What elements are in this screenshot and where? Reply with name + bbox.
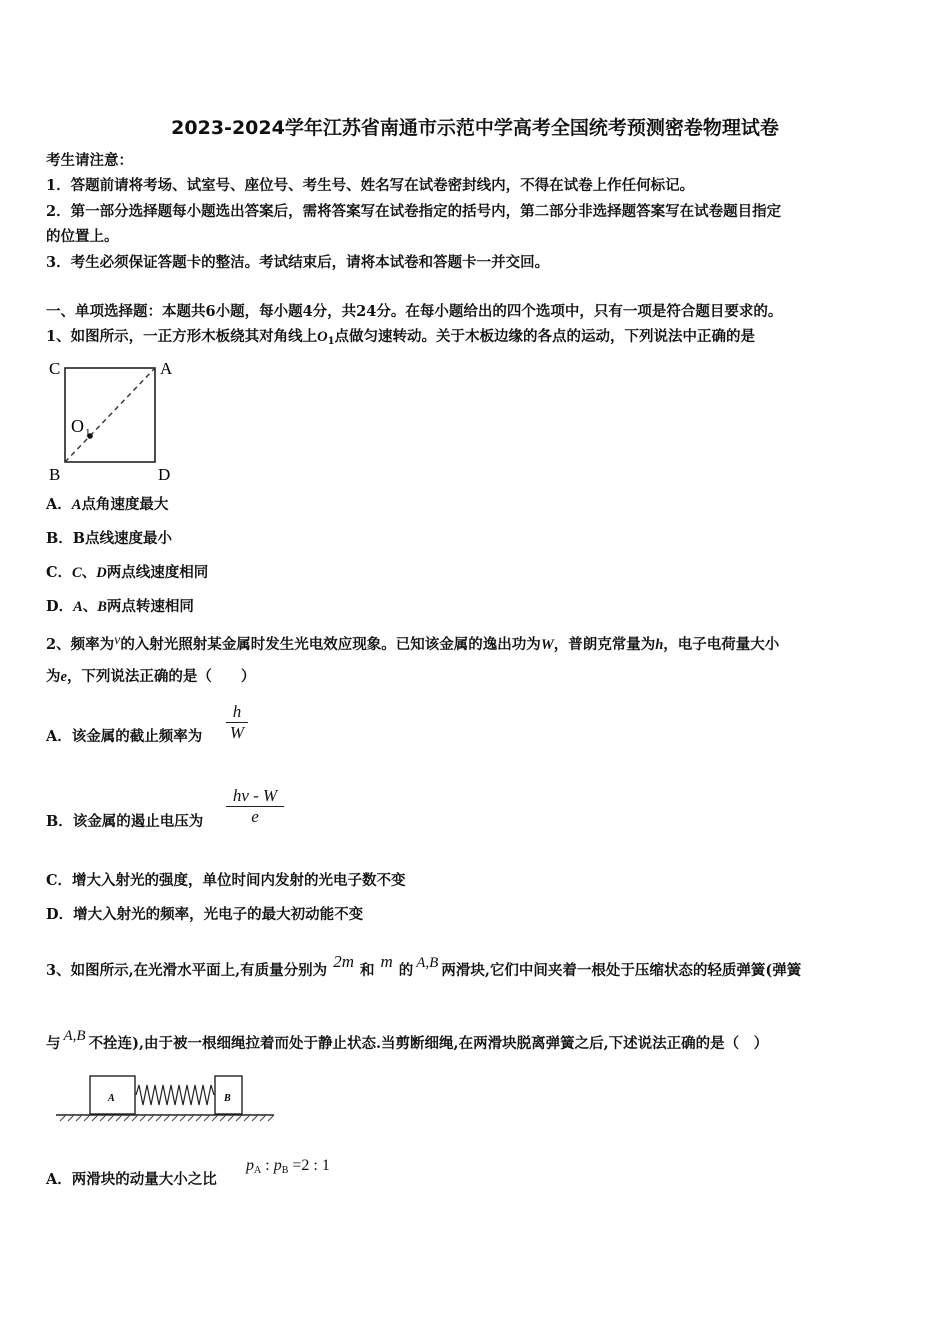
q1-label-c: C <box>49 359 61 378</box>
q3-p-a-sub: A <box>254 1165 262 1176</box>
notice-item-1: 1．答题前请将考场、试室号、座位号、考生号、姓名写在试卷密封线内，不得在试卷上作任何标记。 <box>46 177 695 194</box>
q1-stem <box>46 328 755 351</box>
q3-colon: : <box>261 1157 274 1174</box>
q3-option-a-ratio <box>246 1157 330 1176</box>
q1-option-a-text: 点角速度最大 <box>81 496 169 513</box>
q1-option-c-var1: C <box>72 565 82 581</box>
q2-line2-b: ，下列说法正确的是（ ） <box>66 668 256 685</box>
q2-e: e <box>60 669 67 685</box>
q1-label-b: B <box>49 465 61 484</box>
q1-option-c-var2: D <box>96 565 107 581</box>
q1-option-b[interactable]: B．B点线速度最小 <box>46 530 173 547</box>
q1-option-a-prefix: A． <box>46 496 72 513</box>
q2-option-a-fraction <box>226 702 248 743</box>
q1-option-d-sep: 、 <box>82 598 98 615</box>
q2-stem-text-c: ，普朗克常量为 <box>553 636 656 653</box>
q2-stem-text-d: ，电子电荷量大小 <box>663 636 780 653</box>
q1-point-o: O <box>317 329 328 345</box>
notice-item-2-cont: 的位置上。 <box>46 228 119 245</box>
q3-de: 的 <box>398 962 414 979</box>
notice-heading: 考生请注意： <box>46 152 133 169</box>
q2-option-a-num: h <box>232 702 242 721</box>
q3-stem-line2 <box>46 1027 768 1053</box>
q2-option-b[interactable]: B．该金属的遏止电压为 <box>46 813 204 830</box>
q2-stem <box>46 632 779 654</box>
page-title: 2023-2024学年江苏省南通市示范中学高考全国统考预测密卷物理试卷 <box>171 117 779 139</box>
q2-stem-text-a: 2、频率为 <box>46 636 115 653</box>
q1-square-figure <box>44 356 184 486</box>
q3-stem-text-a: 3、如图所示,在光滑水平面上,有质量分别为 <box>46 962 328 979</box>
q1-option-d-var1: A <box>73 599 83 615</box>
q2-h: h <box>655 637 664 653</box>
q1-option-a-var: A <box>71 497 82 513</box>
q3-p-a: p <box>246 1157 254 1174</box>
q3-stem <box>46 953 801 980</box>
q1-label-o: O <box>71 416 84 436</box>
q2-stem-text-b: 的入射光照射某金属时发生光电效应现象。已知该金属的逸出功为 <box>120 636 541 653</box>
q1-option-a[interactable] <box>46 496 168 514</box>
q3-block-a-label: A <box>108 1093 115 1104</box>
q3-p-b: p <box>273 1157 282 1174</box>
q2-line2-a: 为 <box>46 668 61 685</box>
q1-option-d-prefix: D． <box>46 598 74 615</box>
q3-ab-2: A,B <box>63 1028 86 1044</box>
q3-line2-b: 不拴连),由于被一根细绳拉着而处于静止状态.当剪断细绳,在两滑块脱离弹簧之后,下述说法正确的是（ ） <box>88 1035 769 1052</box>
q2-option-b-num: hν - W <box>232 786 278 805</box>
q2-option-a-den: W <box>229 723 245 742</box>
q3-mass-m: m <box>380 952 393 971</box>
q3-ab: A,B <box>416 955 439 971</box>
q3-mass-2m: 2m <box>333 952 354 971</box>
section-heading: 一、单项选择题：本题共6小题，每小题4分，共24分。在每小题给出的四个选项中，只有一项是符合题目要求的。 <box>46 303 783 320</box>
q1-label-d: D <box>158 465 171 484</box>
q1-option-d-var2: B <box>97 599 107 615</box>
q1-option-c-prefix: C． <box>46 564 73 581</box>
q2-w: W <box>540 637 554 653</box>
q1-option-d-text: 两点转速相同 <box>106 598 194 615</box>
q3-and: 和 <box>359 962 375 979</box>
q2-stem-line2 <box>46 668 255 686</box>
q2-option-b-den: e <box>251 807 259 826</box>
q1-stem-text-b: 点做匀速转动。关于木板边缘的各点的运动，下列说法中正确的是 <box>334 328 756 345</box>
q2-option-a[interactable]: A．该金属的截止频率为 <box>46 728 203 745</box>
q3-block-b-label: B <box>224 1093 231 1104</box>
q1-option-d[interactable] <box>46 598 194 616</box>
q1-option-c-sep: 、 <box>81 564 97 581</box>
q2-option-d[interactable]: D．增大入射光的频率，光电子的最大初动能不变 <box>46 906 364 923</box>
q2-option-c[interactable]: C．增大入射光的强度，单位时间内发射的光电子数不变 <box>46 872 406 889</box>
q3-line2-a: 与 <box>46 1035 61 1052</box>
q1-option-c[interactable] <box>46 564 208 582</box>
q1-point-o-sub: 1 <box>327 336 335 347</box>
q3-ratio-value: =2 : 1 <box>292 1157 330 1174</box>
notice-item-2: 2．第一部分选择题每小题选出答案后，需将答案写在试卷指定的括号内，第二部分非选择题答案写在试卷题目指定 <box>46 203 782 220</box>
q1-stem-text-a: 1、如图所示，一正方形木板绕其对角线上 <box>46 328 318 345</box>
q1-option-c-text: 两点线速度相同 <box>106 564 209 581</box>
q1-label-a: A <box>160 359 173 378</box>
q2-nu: ν <box>114 633 121 648</box>
q3-p-b-sub: B <box>281 1165 289 1176</box>
q1-label-o-sub: 1 <box>85 427 91 439</box>
q3-spring-figure <box>52 1068 278 1128</box>
notice-item-3: 3．考生必须保证答题卡的整洁。考试结束后，请将本试卷和答题卡一并交回。 <box>46 254 550 271</box>
q3-option-a[interactable]: A．两滑块的动量大小之比 <box>46 1171 217 1188</box>
q2-option-b-fraction <box>226 786 284 827</box>
q3-stem-text-b: 两滑块,它们中间夹着一根处于压缩状态的轻质弹簧(弹簧 <box>441 962 802 979</box>
